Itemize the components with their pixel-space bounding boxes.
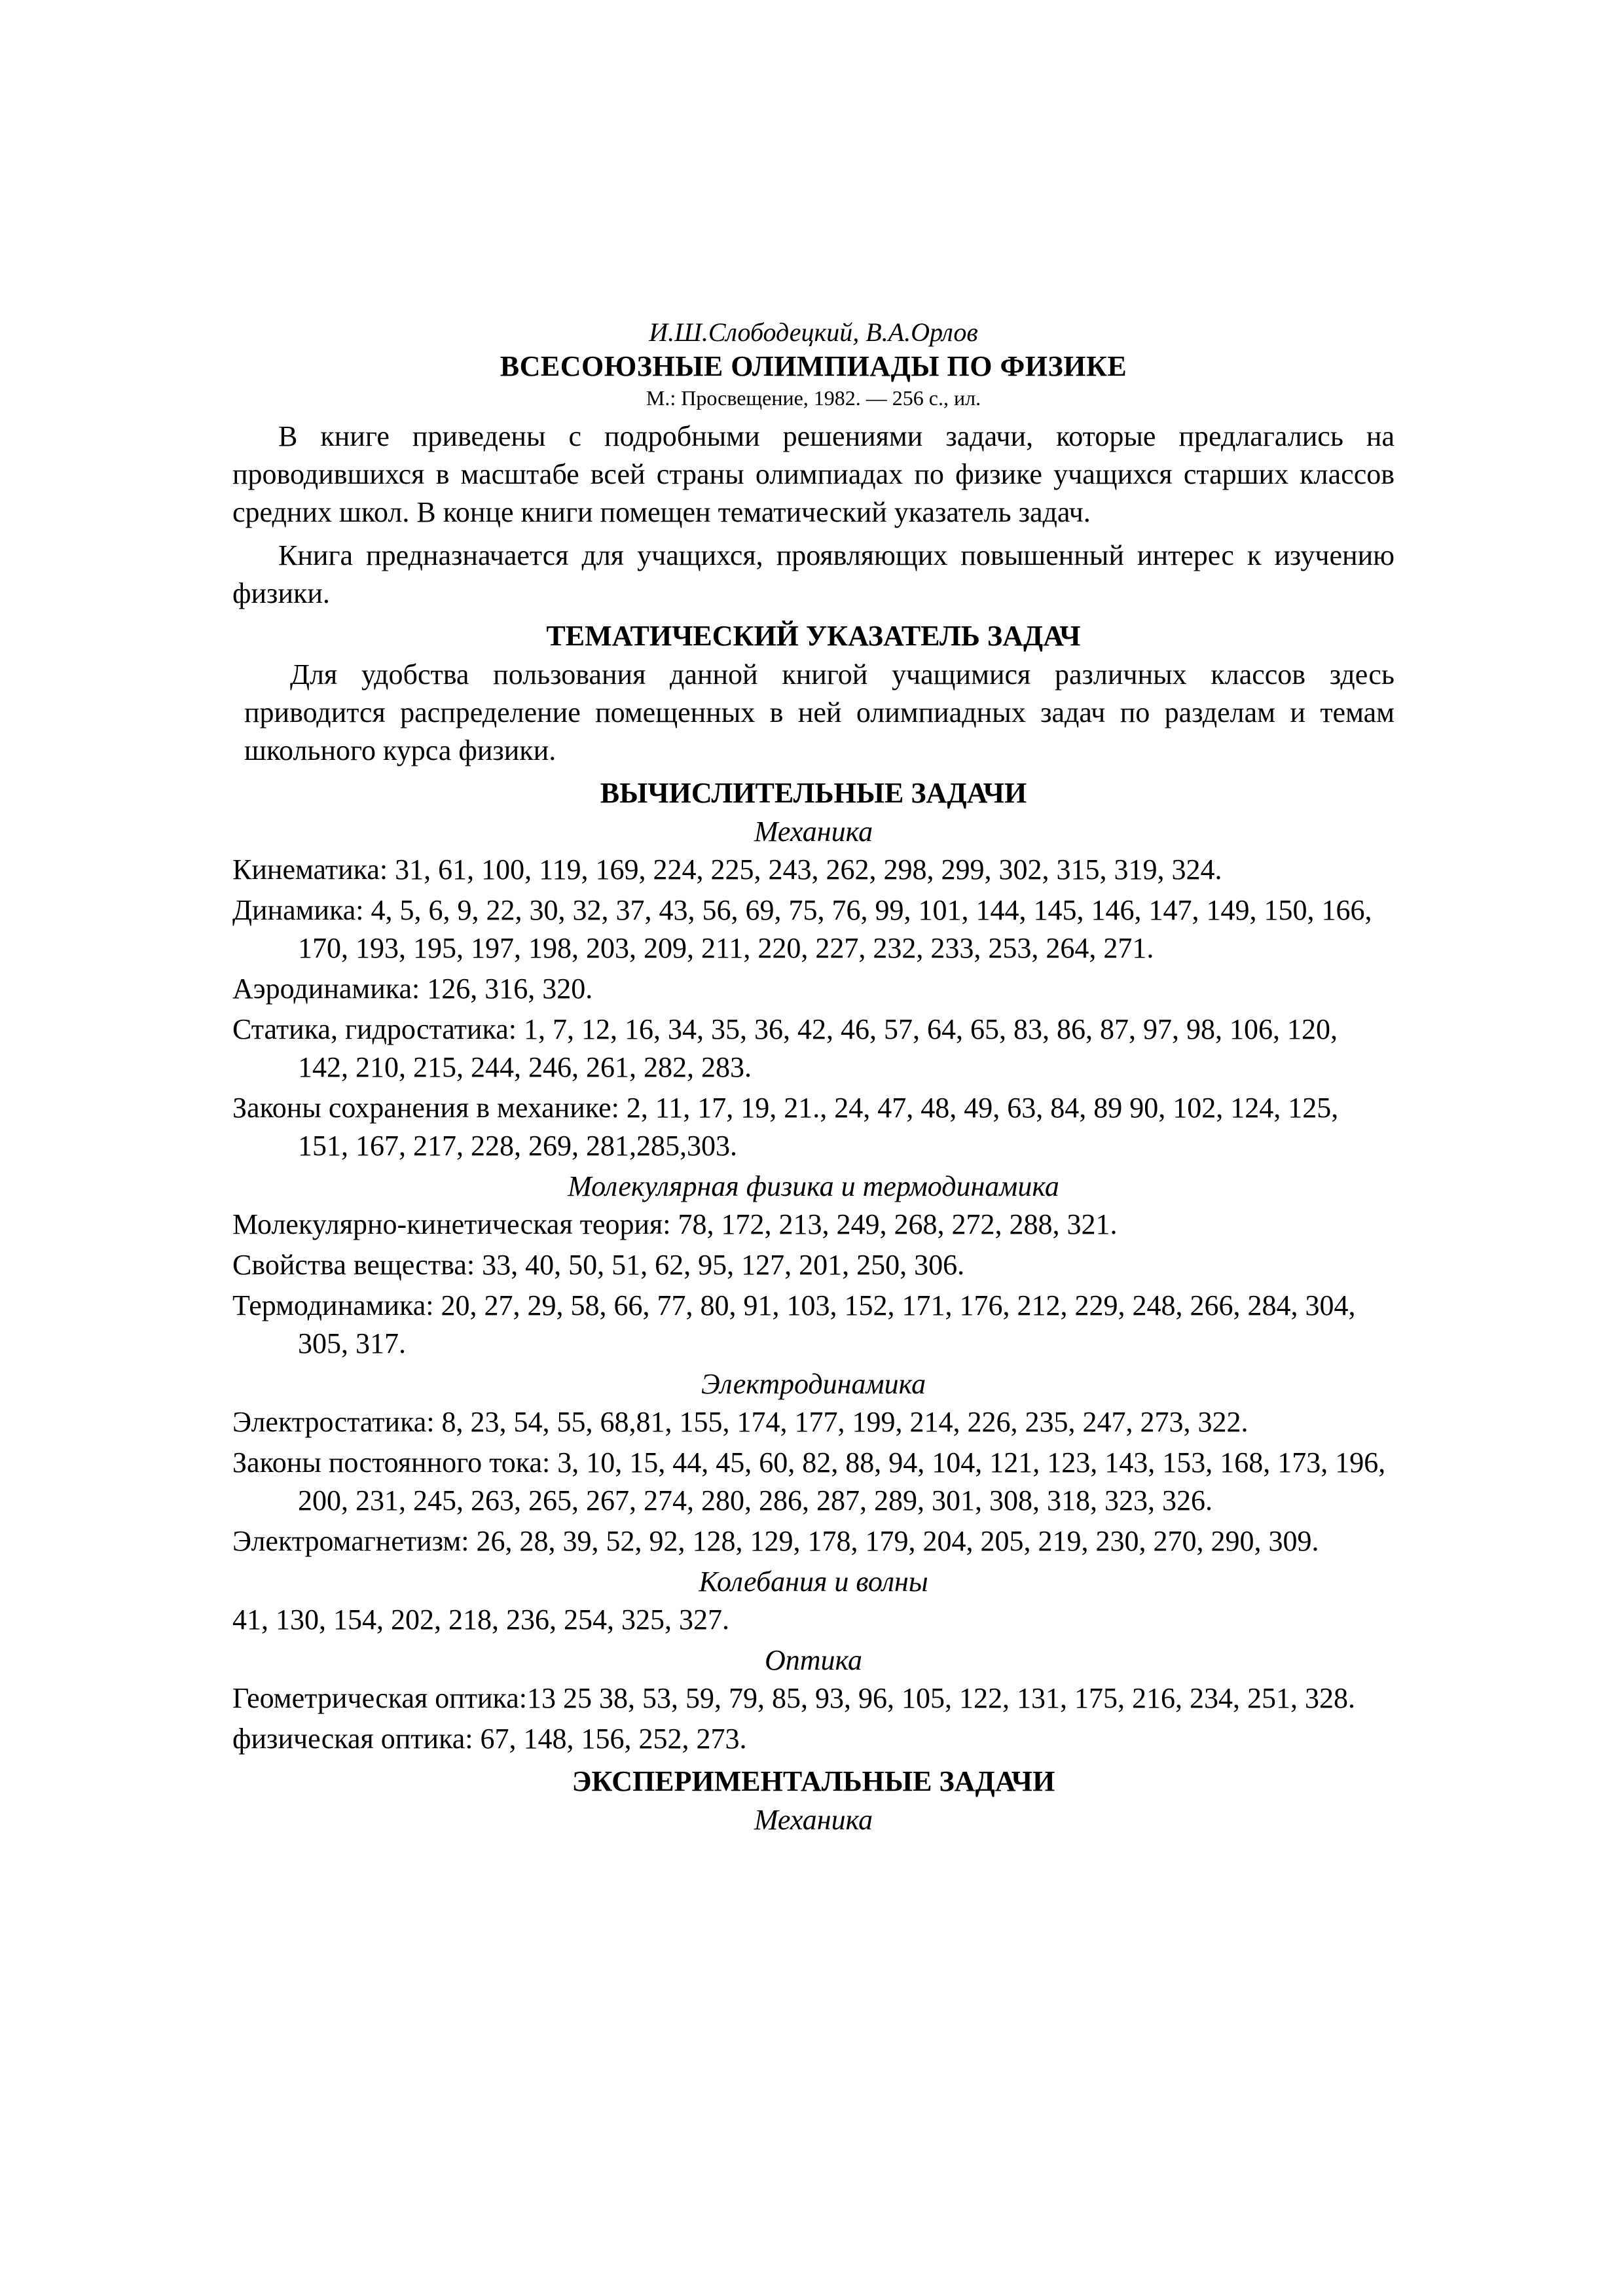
mechanics-heading: Механика xyxy=(754,816,873,848)
entry-matter-properties: Свойства вещества: 33, 40, 50, 51, 62, 95, 127, 201, 250, 306. xyxy=(232,1249,965,1281)
entry-geometric-optics: Геометрическая оптика:13 25 38, 53, 59, 79, 85, 93, 96, 105, 122, 131, 175, 216, 234, 251, 328. xyxy=(232,1682,1356,1714)
authors: И.Ш.Слободецкий, В.А.Орлов xyxy=(649,317,978,347)
entry-electrostatics: Электростатика: 8, 23, 54, 55, 68,81, 155, 174, 177, 199, 214, 226, 235, 247, 273, 322. xyxy=(232,1406,1249,1438)
book-title: ВСЕСОЮЗНЫЕ ОЛИМПИАДЫ ПО ФИЗИКЕ xyxy=(500,350,1127,382)
publication-info: М.: Просвещение, 1982. — 256 с., ил. xyxy=(646,386,981,410)
entry-conservation-laws: Законы сохранения в механике: 2, 11, 17, 19, 21., 24, 47, 48, 49, 63, 84, 89 90, 102, 124, 125, 151, 167, 217, 228, 269, 281,285,303. xyxy=(232,1092,1339,1162)
entry-direct-current: Законы постоянного тока: 3, 10, 15, 44, 45, 60, 82, 88, 94, 104, 121, 123, 143, 153, 168, 173, 196, 200, 231, 245, 263, 265, 267, 274, 280, 286, 287, 289, 301, 308, 318, 323, 326. xyxy=(232,1446,1386,1516)
entry-statics: Статика, гидростатика: 1, 7, 12, 16, 34, 35, 36, 42, 46, 57, 64, 65, 83, 86, 87, 97, 98, 106, 120, 142, 210, 215, 244, 246, 261, 282, 283. xyxy=(232,1013,1338,1083)
molecular-heading: Молекулярная физика и термодинамика xyxy=(568,1170,1059,1202)
document-page xyxy=(232,315,1395,1839)
index-intro: Для удобства пользования данной книгой учащимися различных классов здесь приводится распределение помещенных в ней олимпиадных задач по разделам и темам школьного курса физики. xyxy=(244,658,1395,766)
experimental-mechanics-heading: Механика xyxy=(754,1804,873,1836)
index-title: ТЕМАТИЧЕСКИЙ УКАЗАТЕЛЬ ЗАДАЧ xyxy=(546,620,1081,652)
entry-oscillations: 41, 130, 154, 202, 218, 236, 254, 325, 327. xyxy=(232,1604,729,1636)
entry-molecular-kinetic: Молекулярно-кинетическая теория: 78, 172, 213, 249, 268, 272, 288, 321. xyxy=(232,1208,1118,1240)
entry-dynamics: Динамика: 4, 5, 6, 9, 22, 30, 32, 37, 43, 56, 69, 75, 76, 99, 101, 144, 145, 146, 147, 149, 150, 166, 170, 193, 195, 197, 198, 203, 209, 211, 220, 227, 232, 233, 253, 264, 271. xyxy=(232,894,1372,964)
optics-heading: Оптика xyxy=(764,1644,863,1676)
abstract-paragraph-1: В книге приведены с подробными решениями задачи, которые предлагались на проводившихся в масштабе всей страны олимпиадах по физике учащихся старших классов средних школ. В конце книги помещен тематический указатель задач. xyxy=(232,420,1395,528)
entry-electromagnetism: Электромагнетизм: 26, 28, 39, 52, 92, 128, 129, 178, 179, 204, 205, 219, 230, 270, 290, 309. xyxy=(232,1525,1319,1557)
experimental-section-title: ЭКСПЕРИМЕНТАЛЬНЫЕ ЗАДАЧИ xyxy=(572,1765,1055,1797)
oscillations-heading: Колебания и волны xyxy=(699,1566,928,1598)
entry-physical-optics: физическая оптика: 67, 148, 156, 252, 273. xyxy=(232,1723,747,1755)
entry-thermodynamics: Термодинамика: 20, 27, 29, 58, 66, 77, 80, 91, 103, 152, 171, 176, 212, 229, 248, 266, 284, 304, 305, 317. xyxy=(232,1289,1356,1359)
entry-kinematics: Кинематика: 31, 61, 100, 119, 169, 224, 225, 243, 262, 298, 299, 302, 315, 319, 324. xyxy=(232,853,1222,886)
abstract-paragraph-2: Книга предназначается для учащихся, проявляющих повышенный интерес к изучению физики. xyxy=(232,539,1395,609)
computational-section-title: ВЫЧИСЛИТЕЛЬНЫЕ ЗАДАЧИ xyxy=(600,777,1027,809)
electrodynamics-heading: Электродинамика xyxy=(701,1368,926,1400)
entry-aerodynamics: Аэродинамика: 126, 316, 320. xyxy=(232,973,593,1005)
